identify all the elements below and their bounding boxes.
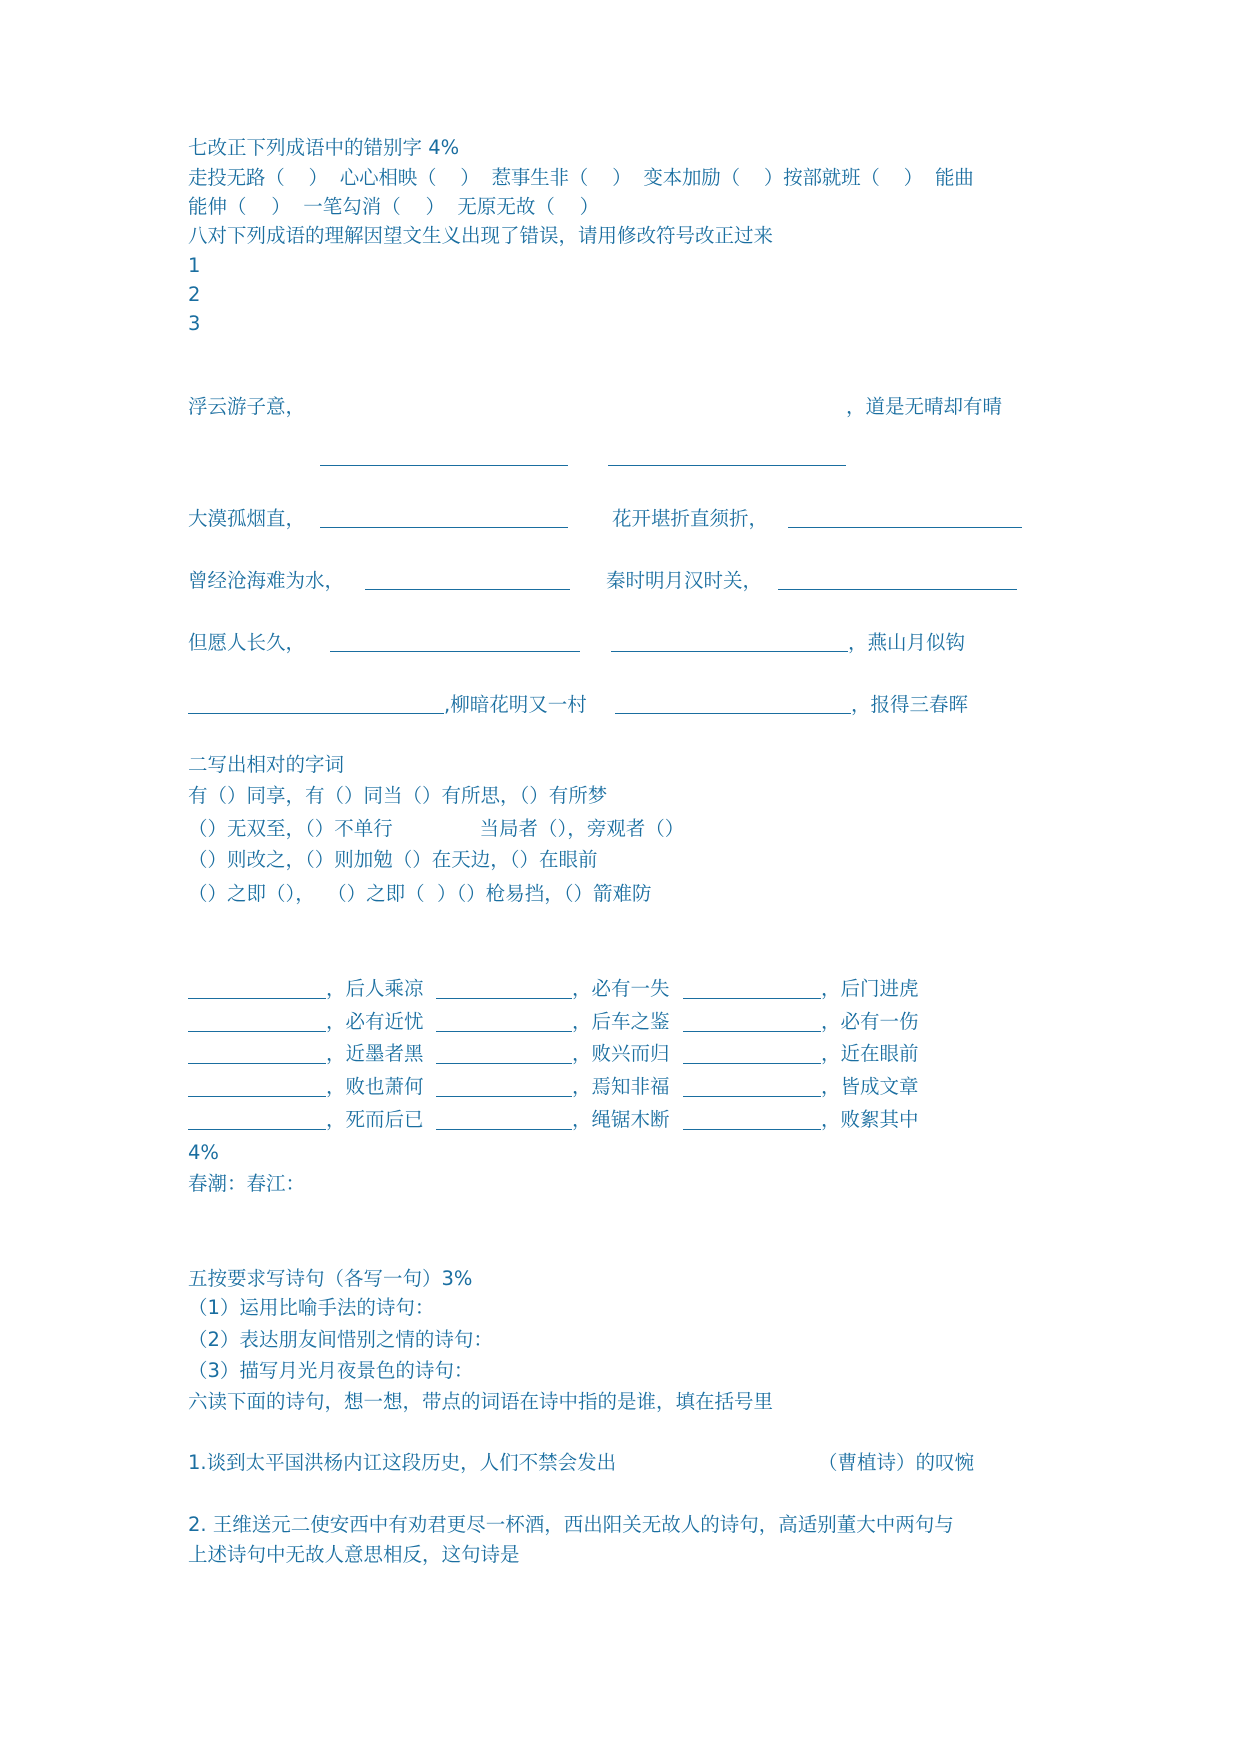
proverb-fragment: ，后车之鉴	[572, 1010, 670, 1033]
proverb-fragment: ，后门进虎	[821, 977, 919, 1000]
answer-blank[interactable]	[778, 589, 1017, 590]
answer-blank[interactable]	[188, 1031, 326, 1032]
proverb-fragment: ，败也萧何	[326, 1075, 424, 1098]
section-5-item: （1）运用比喻手法的诗句：	[188, 1296, 435, 1319]
proverb-fragment: ，近墨者黑	[326, 1042, 424, 1065]
poem-prompt: 浮云游子意，	[188, 395, 306, 418]
proverb-fragment: ，后人乘凉	[326, 977, 424, 1000]
poem-prompt: ，燕山月似钩	[848, 631, 966, 654]
proverb-fragment: ，近在眼前	[821, 1042, 919, 1065]
proverb-fragment: ，焉知非福	[572, 1075, 670, 1098]
section-8-item: 2	[188, 283, 201, 306]
answer-blank[interactable]	[188, 1096, 326, 1097]
section-5-item: （2）表达朋友间惜别之情的诗句：	[188, 1328, 493, 1351]
poem-prompt: ，报得三春晖	[851, 693, 969, 716]
answer-blank[interactable]	[188, 1063, 326, 1064]
answer-blank[interactable]	[683, 1031, 821, 1032]
answer-blank[interactable]	[683, 1096, 821, 1097]
section-8-item: 3	[188, 312, 201, 335]
answer-blank[interactable]	[611, 651, 848, 652]
section-4-score: 4%	[188, 1141, 219, 1164]
answer-blank[interactable]	[683, 998, 821, 999]
section-8-item: 1	[188, 254, 201, 277]
proverb-fragment: ，败絮其中	[821, 1108, 919, 1131]
answer-blank[interactable]	[436, 1031, 572, 1032]
answer-blank[interactable]	[188, 998, 326, 999]
answer-blank[interactable]	[320, 465, 568, 466]
section-5-item: （3）描写月光月夜景色的诗句：	[188, 1359, 474, 1382]
poem-prompt: 曾经沧海难为水，	[188, 569, 345, 592]
section-2-line: （）之即（）， （）之即（ ）（）枪易挡，（）箭难防	[188, 882, 652, 905]
question-2-text: 2. 王维送元二使安西中有劝君更尽一杯酒，西出阳关无故人的诗句，高适别董大中两句与	[188, 1513, 954, 1536]
proverb-fragment: ，死而后已	[326, 1108, 424, 1131]
section-5-title: 五按要求写诗句（各写一句）3%	[188, 1267, 473, 1290]
section-7-line-2: 能伸（ ） 一笔勾消（ ） 无原无故（ ）	[188, 195, 600, 218]
poem-prompt: 花开堪折直须折，	[612, 507, 769, 530]
proverb-fragment: ，皆成文章	[821, 1075, 919, 1098]
answer-blank[interactable]	[683, 1063, 821, 1064]
section-4-line: 春潮：春江：	[188, 1172, 306, 1195]
answer-blank[interactable]	[330, 651, 580, 652]
answer-blank[interactable]	[683, 1129, 821, 1130]
section-7-line-1: 走投无路（ ） 心心相映（ ） 惹事生非（ ） 变本加励（ ）按部就班（ ） 能曲	[188, 166, 974, 189]
proverb-fragment: ，必有一失	[572, 977, 670, 1000]
section-6-title: 六读下面的诗句，想一想，带点的词语在诗中指的是谁，填在括号里	[188, 1390, 774, 1413]
answer-blank[interactable]	[436, 1129, 572, 1130]
answer-blank[interactable]	[788, 527, 1022, 528]
poem-prompt: 但愿人长久，	[188, 631, 306, 654]
answer-blank[interactable]	[320, 527, 568, 528]
answer-blank[interactable]	[615, 713, 851, 714]
proverb-fragment: ，绳锯木断	[572, 1108, 670, 1131]
proverb-fragment: ，败兴而归	[572, 1042, 670, 1065]
section-2-line: （）则改之，（）则加勉（）在天边，（）在眼前	[188, 848, 598, 871]
section-2-line: （）无双至，（）不单行 当局者（），旁观者（）	[188, 817, 685, 840]
question-1-source: （曹植诗）的叹惋	[818, 1451, 975, 1474]
answer-blank[interactable]	[436, 1096, 572, 1097]
proverb-fragment: ，必有近忧	[326, 1010, 424, 1033]
answer-blank[interactable]	[436, 1063, 572, 1064]
question-1-text: 1.谈到太平国洪杨内讧这段历史，人们不禁会发出	[188, 1451, 617, 1474]
answer-blank[interactable]	[365, 589, 570, 590]
poem-prompt: ，道是无晴却有晴	[846, 395, 1003, 418]
answer-blank[interactable]	[188, 713, 444, 714]
section-8-title: 八对下列成语的理解因望文生义出现了错误，请用修改符号改正过来	[188, 224, 774, 247]
answer-blank[interactable]	[608, 465, 846, 466]
poem-prompt: 大漠孤烟直，	[188, 507, 306, 530]
answer-blank[interactable]	[188, 1129, 326, 1130]
section-2-title: 二写出相对的字词	[188, 753, 345, 776]
question-2-text-cont: 上述诗句中无故人意思相反，这句诗是	[188, 1543, 520, 1566]
poem-prompt: 秦时明月汉时关，	[606, 569, 763, 592]
answer-blank[interactable]	[436, 998, 572, 999]
section-7-title: 七改正下列成语中的错别字 4%	[188, 136, 460, 159]
proverb-fragment: ，必有一伤	[821, 1010, 919, 1033]
section-2-line: 有（）同享，有（）同当（）有所思，（）有所梦	[188, 784, 608, 807]
poem-prompt: ,柳暗花明又一村	[444, 693, 587, 716]
